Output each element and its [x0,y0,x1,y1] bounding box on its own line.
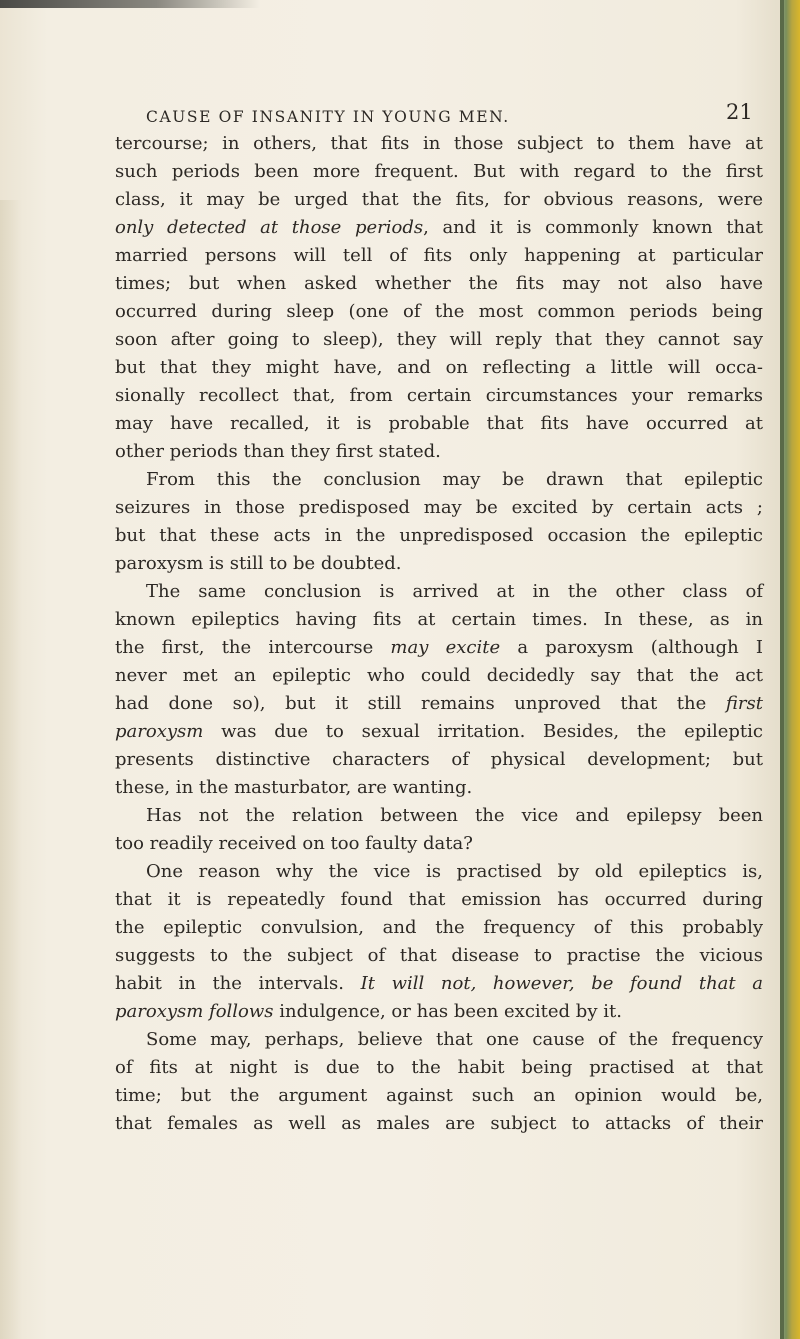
text-line: times; but when asked whether the fits may not also have [115,273,763,294]
italic-emphasis: may excite [390,637,501,658]
text-line: too readily received on too faulty data? [115,833,473,854]
italic-emphasis: It will not, however, be found that a [360,973,763,994]
text-line: only detected at those periods, and it is commonly known that [115,217,763,238]
text-line: tercourse; in others, that fits in those subject to them have at [115,133,763,154]
text-line: but that they might have, and on reflecting a little will occa- [115,357,763,378]
text-line: of fits at night is due to the habit being practised at that [115,1057,763,1078]
text-line: Has not the relation between the vice and epilepsy been [146,805,763,826]
text-line: the first, the intercourse may excite a paroxysm (although I [115,637,763,658]
page-edge-shadow [0,0,260,8]
text-line: habit in the intervals. It will not, however, be found that a [115,973,763,994]
italic-emphasis: paroxysm [115,721,204,742]
text-line: soon after going to sleep), they will reply that they cannot say [115,329,763,350]
text-line: that it is repeatedly found that emission has occurred during [115,889,763,910]
text-line: never met an epileptic who could decidedly say that the act [115,665,763,686]
text-line: presents distinctive characters of physical development; but [115,749,763,770]
text-line: known epileptics having fits at certain times. In these, as in [115,609,763,630]
page-number: 21 [726,100,753,124]
text-line: had done so), but it still remains unproved that the first [115,693,763,714]
text-line: One reason why the vice is practised by old epileptics is, [146,861,763,882]
italic-emphasis: first [725,693,763,714]
running-title: CAUSE OF INSANITY IN YOUNG MEN. [146,108,510,126]
text-line: class, it may be urged that the fits, for obvious reasons, were [115,189,763,210]
body-text [115,130,763,1138]
text-line: occurred during sleep (one of the most common periods being [115,301,763,322]
text-line: The same conclusion is arrived at in the other class of [146,581,763,602]
text-line: suggests to the subject of that disease to practise the vicious [115,945,763,966]
text-line: that females as well as males are subject to attacks of their [115,1113,763,1134]
binding-margin [0,200,22,1339]
text-line: these, in the masturbator, are wanting. [115,777,473,798]
text-line: such periods been more frequent. But with regard to the first [115,161,763,182]
text-line: other periods than they first stated. [115,441,441,462]
italic-emphasis: paroxysm follows [115,1001,274,1022]
text-line: paroxysm follows indulgence, or has been excited by it. [115,1001,622,1022]
text-line: Some may, perhaps, believe that one cause of the frequency [146,1029,763,1050]
text-line: paroxysm was due to sexual irritation. Besides, the epileptic [115,721,763,742]
text-line: paroxysm is still to be doubted. [115,553,402,574]
page-header [0,82,800,126]
text-line: the epileptic convulsion, and the frequency of this probably [115,917,763,938]
text-line: seizures in those predisposed may be excited by certain acts ; [115,497,763,518]
italic-emphasis: only detected at those periods [115,217,424,238]
text-line: may have recalled, it is probable that fits have occurred at [115,413,763,434]
text-line: married persons will tell of fits only happening at particular [115,245,763,266]
text-line: but that these acts in the unpredisposed occasion the epileptic [115,525,763,546]
text-line: sionally recollect that, from certain circumstances your remarks [115,385,763,406]
text-line: time; but the argument against such an opinion would be, [115,1085,763,1106]
text-line: From this the conclusion may be drawn that epileptic [146,469,763,490]
book-edge-strip [780,0,800,1339]
